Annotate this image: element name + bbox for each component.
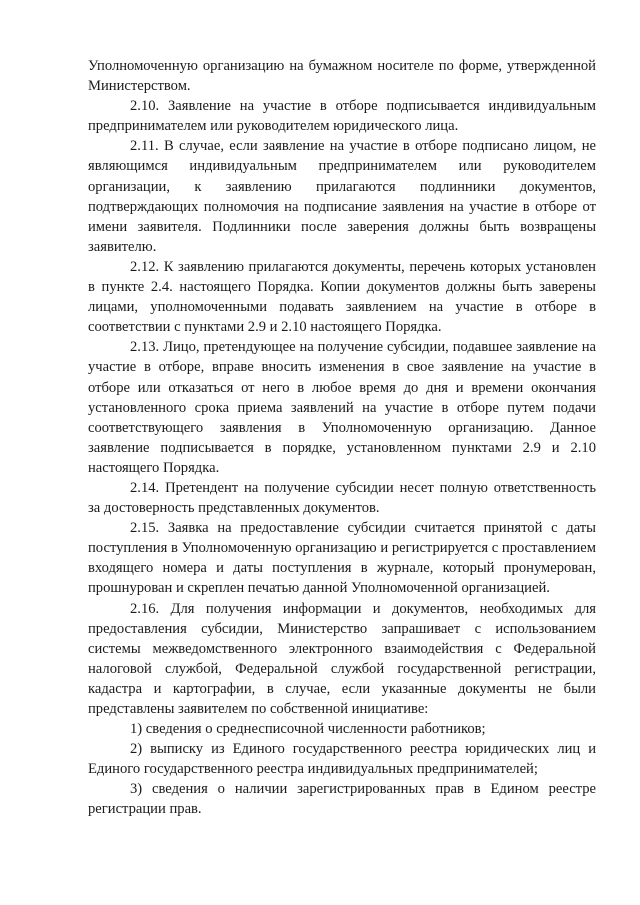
paragraph-2-15: 2.15. Заявка на предоставление субсидии считается принятой с даты поступления в Уполномоченную организацию и регистрируется с проставлением входящего номера и даты поступления в журнале, который пронумерован, прошнурован и скреплен печатью данной Уполномоченной организацией. [88, 520, 596, 597]
document-body [88, 56, 596, 820]
paragraph-2-13: 2.13. Лицо, претендующее на получение субсидии, подавшее заявление на участие в отборе, вправе вносить изменения в свое заявление на участие в отборе или отказаться от него в любое время до дня и времени окончания установленного срока приема заявлений на участие в отборе путем подачи соответствующего заявления в Уполномоченную организацию. Данное заявление подписывается в порядке, установленном пунктами 2.9 и 2.10 настоящего Порядка. [88, 339, 596, 476]
list-item-2: 2) выписку из Единого государственного реестра юридических лиц и Единого государственного реестра индивидуальных предпринимателей; [88, 741, 596, 778]
paragraph-2-10: 2.10. Заявление на участие в отборе подписывается индивидуальным предпринимателем или руководителем юридического лица. [88, 98, 596, 135]
paragraph-continuation: Уполномоченную организацию на бумажном носителе по форме, утвержденной Министерством. [88, 58, 596, 95]
paragraph-2-11: 2.11. В случае, если заявление на участие в отборе подписано лицом, не являющимся индивидуальным предпринимателем или руководителем организации, к заявлению прилагаются подлинники документов, подтверждающих полномочия на подписание заявления на участие в отборе от имени заявителя. Подлинники после заверения должны быть возвращены заявителю. [88, 138, 596, 255]
list-item-1: 1) сведения о среднесписочной численности работников; [130, 721, 486, 738]
list-item-3: 3) сведения о наличии зарегистрированных прав в Едином реестре регистрации прав. [88, 781, 596, 818]
paragraph-2-14: 2.14. Претендент на получение субсидии несет полную ответственность за достоверность представленных документов. [88, 479, 596, 517]
paragraph-2-12: 2.12. К заявлению прилагаются документы, перечень которых установлен в пункте 2.4. настоящего Порядка. Копии документов должны быть заверены лицами, уполномоченными подавать заявлением на участие в отборе в соответствии с пунктами 2.9 и 2.10 настоящего Порядка. [88, 258, 596, 336]
paragraph-2-16: 2.16. Для получения информации и документов, необходимых для предоставления субсидии, Министерство запрашивает с использованием системы межведомственного электронного взаимодействия с Федеральной налоговой службой, Федеральной службой государственной регистрации, кадастра и картографии, в случае, если указанные документы не были представлены заявителем по собственной инициативе: [88, 600, 596, 717]
